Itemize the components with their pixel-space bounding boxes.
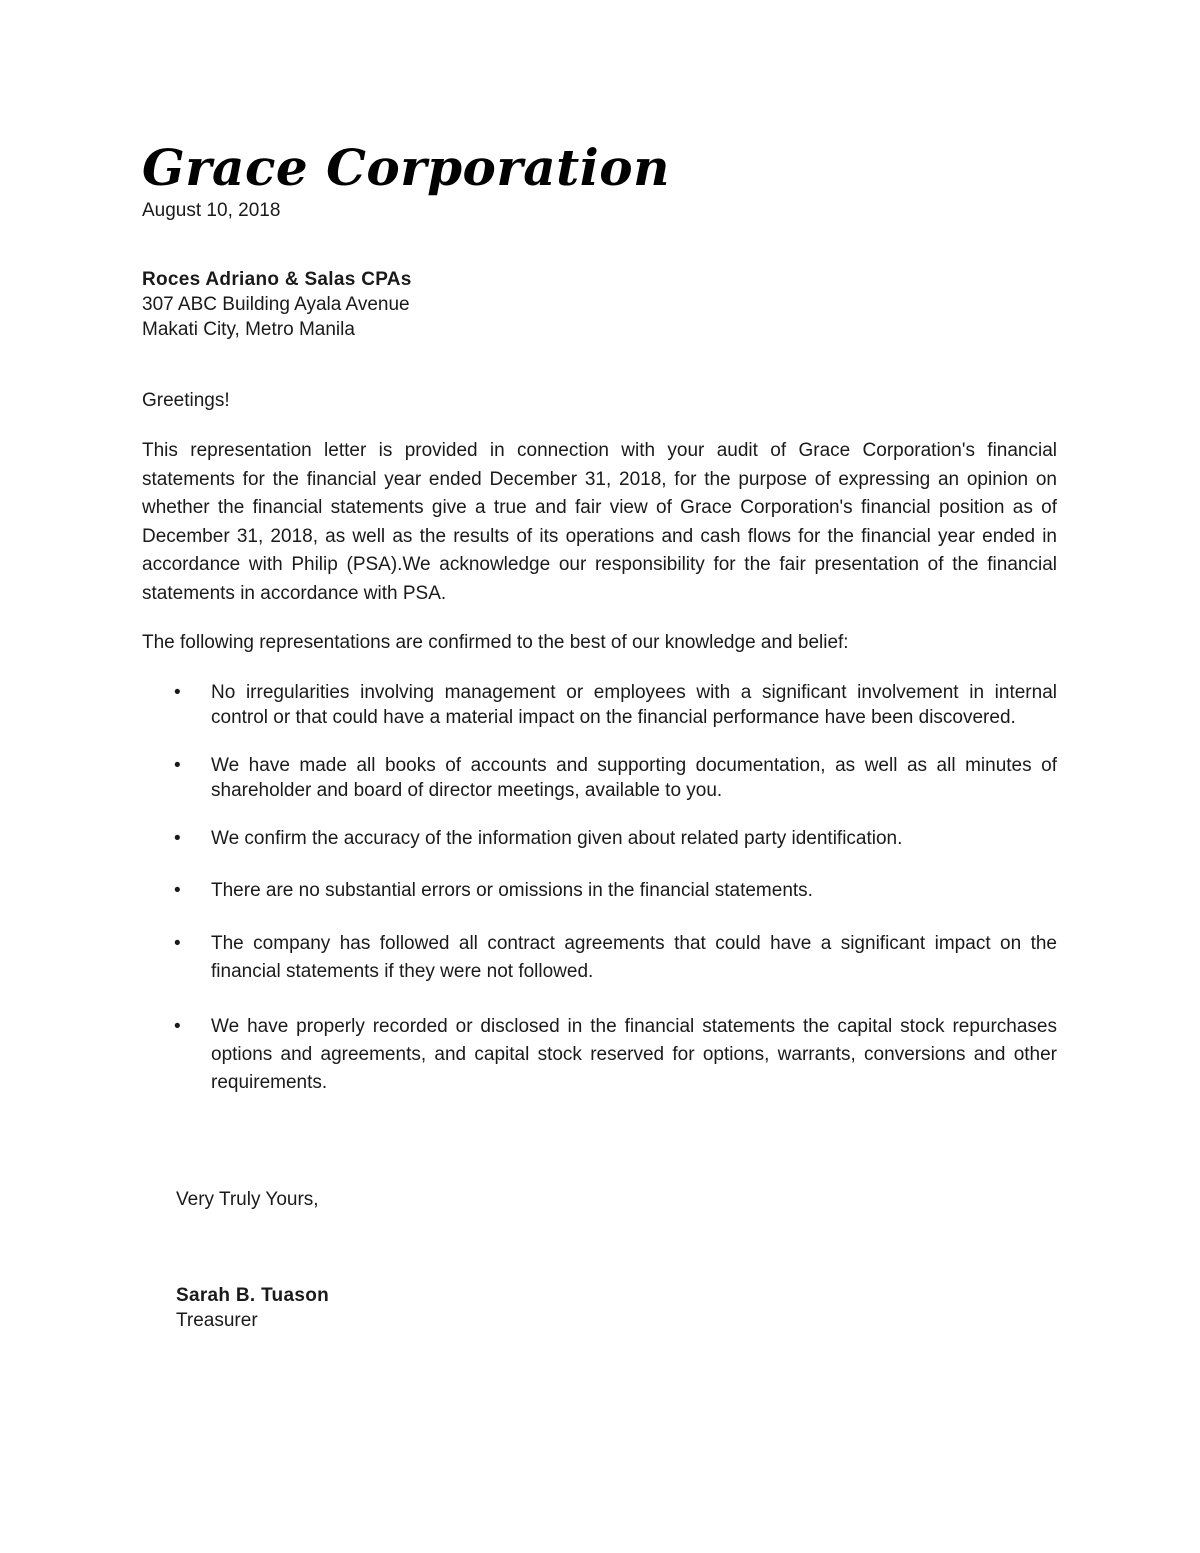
recipient-firm-name: Roces Adriano & Salas CPAs [142,269,412,290]
list-item [142,680,1057,730]
representations-lead: The following representations are confirmed to the best of our knowledge and belief: [142,632,849,653]
salutation: Greetings! [142,390,230,411]
complimentary-close: Very Truly Yours, [176,1189,319,1210]
representation-text: There are no substantial errors or omissions in the financial statements. [211,880,813,901]
bullet-icon: • [174,828,181,849]
representations-list [142,680,1057,1097]
recipient-address-block [142,267,412,342]
signatory-title: Treasurer [176,1310,258,1331]
bullet-icon: • [174,880,181,901]
intro-paragraph: This representation letter is provided in connection with your audit of Grace Corporation's financial statements for the financial year ended December 31, 2018, for the purpose of expressing an opinion on whether the financial statements give a true and fair view of Grace Corporation's financial position as of December 31, 2018, as well as the results of its operations and cash flows for the financial year ended in accordance with Philip (PSA).We acknowledge our responsibility for the fair presentation of the financial statements in accordance with PSA. [142,440,1057,604]
bullet-icon: • [174,933,181,954]
bullet-icon: • [174,755,181,776]
list-item [142,930,1057,986]
list-item [142,826,1057,851]
representation-text: We have properly recorded or disclosed in the financial statements the capital stock repurchases options and agreements, and capital stock reserved for options, warrants, conversions and other requirements. [211,1016,1057,1093]
list-item [142,1013,1057,1097]
bullet-icon: • [174,682,181,703]
representation-text: The company has followed all contract agreements that could have a significant impact on the financial statements if they were not followed. [211,933,1057,982]
recipient-address-line-1: 307 ABC Building Ayala Avenue [142,294,410,315]
representation-text: We confirm the accuracy of the information given about related party identification. [211,828,903,849]
representation-text: We have made all books of accounts and supporting documentation, as well as all minutes of shareholder and board of director meetings, available to you. [211,755,1057,801]
letter-date: August 10, 2018 [142,200,281,221]
letterhead-title: Grace Corporation [142,138,670,197]
list-item [142,753,1057,803]
list-item [142,878,1057,903]
recipient-address-line-2: Makati City, Metro Manila [142,319,355,340]
bullet-icon: • [174,1016,181,1037]
signatory-name: Sarah B. Tuason [176,1285,330,1306]
representation-text: No irregularities involving management or employees with a significant involvement in internal control or that could have a material impact on the financial performance have been discovered. [211,682,1057,728]
